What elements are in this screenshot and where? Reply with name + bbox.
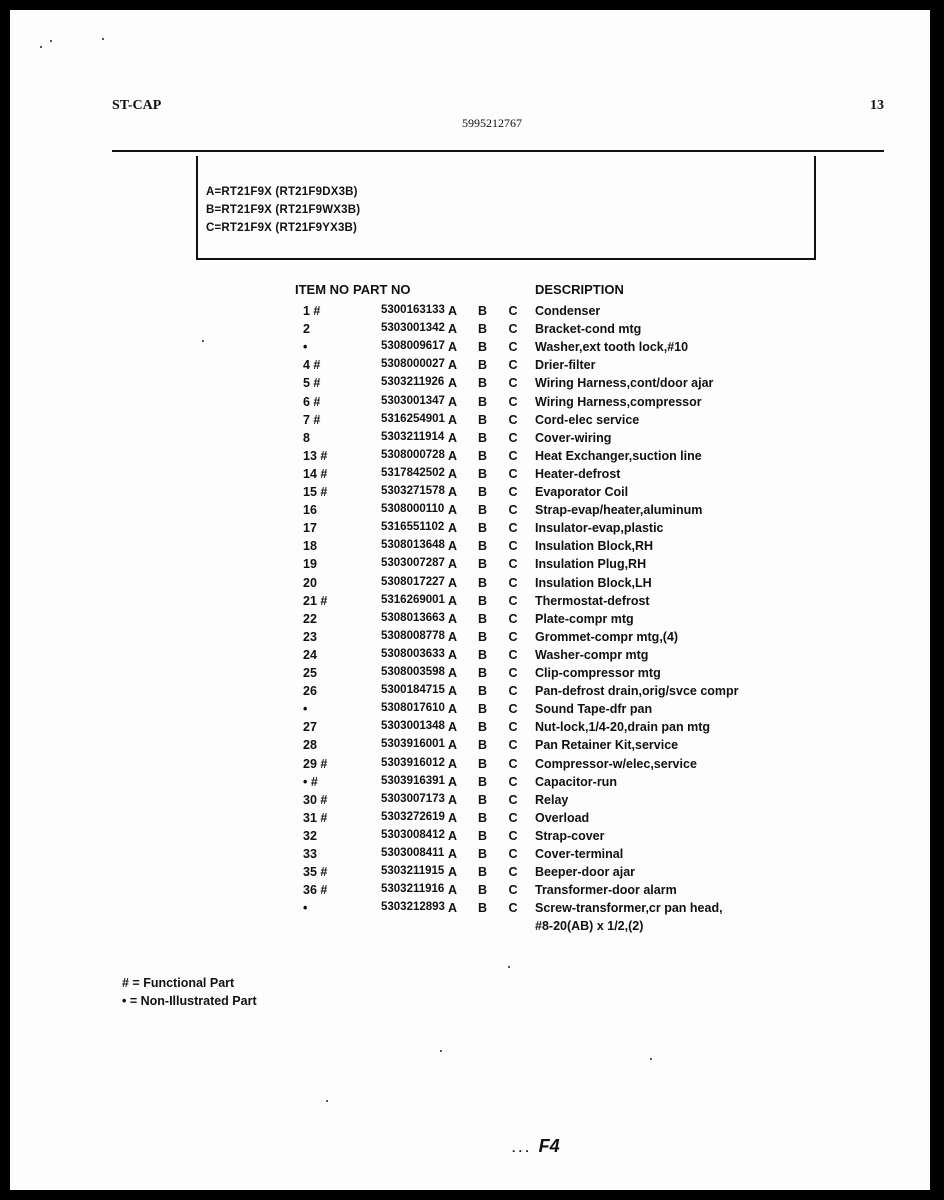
part-description: Sound Tape-dfr pan — [535, 702, 653, 717]
part-description: Bracket-cond mtg — [535, 322, 642, 337]
header-rule — [112, 150, 884, 152]
part-number: 5308000728 — [381, 448, 445, 461]
part-description: Cord-elec service — [535, 412, 640, 427]
footer-label — [512, 1136, 560, 1157]
part-description: Beeper-door ajar — [535, 865, 636, 880]
part-description: Drier-filter — [535, 358, 596, 373]
part-description: Washer,ext tooth lock,#10 — [535, 340, 689, 355]
item-number: 16 — [303, 503, 317, 518]
part-number: 5308003598 — [381, 666, 445, 678]
part-number: 5303212893 — [381, 901, 445, 914]
item-number: 8 — [303, 430, 310, 445]
part-number: 5303008412 — [381, 828, 445, 841]
part-number: 5303211916 — [381, 883, 445, 896]
item-number: 26 — [303, 684, 317, 699]
description-continuation: #8-20(AB) x 1/2,(2) — [535, 919, 644, 934]
part-description: Pan Retainer Kit,service — [535, 738, 679, 753]
model-applicability: A B C — [448, 412, 527, 427]
model-applicability: A B C — [448, 593, 527, 608]
document-page — [10, 10, 930, 1190]
model-applicability: A B C — [448, 322, 527, 337]
item-number: 23 — [303, 629, 317, 644]
part-description: Grommet-compr mtg,(4) — [535, 629, 679, 644]
item-number: 27 — [303, 720, 317, 735]
item-number: 21 # — [303, 593, 328, 608]
part-description: Strap-cover — [535, 828, 605, 843]
item-number: 15 # — [303, 485, 328, 499]
part-number: 5316269001 — [381, 593, 445, 606]
part-number: 5303001342 — [381, 322, 445, 335]
part-description: Washer-compr mtg — [535, 647, 649, 662]
part-number: 5303211926 — [381, 376, 445, 389]
part-number: 5303272619 — [381, 810, 445, 823]
scan-speck — [50, 40, 52, 42]
part-number: 5300163133 — [381, 304, 445, 316]
part-description: Heat Exchanger,suction line — [535, 448, 702, 463]
part-number: 5303211914 — [381, 430, 445, 443]
part-number: 5308013663 — [381, 611, 445, 624]
legend-non-illustrated: • = Non-Illustrated Part — [122, 994, 257, 1008]
part-number: 5308000027 — [381, 358, 445, 371]
item-number: 31 # — [303, 810, 328, 825]
part-number: 5303007173 — [381, 792, 445, 805]
part-number: 5303916391 — [381, 774, 445, 787]
item-number: • — [303, 340, 308, 355]
model-applicability: A B C — [448, 738, 527, 753]
part-number: 5303916012 — [381, 756, 445, 769]
item-number: 18 — [303, 539, 317, 554]
footer-page-label: F4 — [538, 1136, 560, 1156]
model-applicability: A B C — [448, 611, 527, 626]
part-description: Insulation Plug,RH — [535, 557, 647, 572]
part-description: Cover-wiring — [535, 430, 612, 445]
part-description: Evaporator Coil — [535, 485, 629, 499]
part-description: Wiring Harness,cont/door ajar — [535, 376, 714, 391]
part-number: 5303211915 — [381, 865, 445, 878]
col-header-item-no: ITEM NO — [295, 282, 350, 297]
model-applicability: A B C — [448, 466, 527, 481]
part-number: 5303008411 — [381, 847, 445, 859]
item-number: 2 — [303, 322, 310, 337]
model-c: C=RT21F9X (RT21F9YX3B) — [206, 222, 358, 234]
model-applicability: A B C — [448, 376, 527, 391]
part-description: Condenser — [535, 304, 601, 318]
item-number: 20 — [303, 575, 317, 590]
part-description: Plate-compr mtg — [535, 611, 634, 626]
part-number: 5303001348 — [381, 720, 445, 733]
item-number: • # — [303, 774, 318, 789]
model-a: A=RT21F9X (RT21F9DX3B) — [206, 186, 358, 198]
part-number: 5308003633 — [381, 647, 445, 660]
model-applicability: A B C — [448, 883, 527, 898]
model-applicability: A B C — [448, 792, 527, 807]
model-applicability: A B C — [448, 340, 527, 355]
item-number: 29 # — [303, 756, 328, 771]
item-number: 33 — [303, 847, 317, 861]
scan-speck — [40, 46, 42, 48]
item-number: 4 # — [303, 358, 321, 373]
model-applicability: A B C — [448, 629, 527, 644]
header-document-number: 5995212767 — [462, 116, 522, 130]
item-number: 6 # — [303, 394, 321, 409]
part-number: 5303916001 — [381, 738, 445, 751]
model-applicability: A B C — [448, 901, 527, 916]
item-number: 22 — [303, 611, 317, 626]
model-applicability: A B C — [448, 430, 527, 445]
part-description: Clip-compressor mtg — [535, 666, 661, 680]
col-header-part-no: PART NO — [353, 282, 411, 297]
part-number: 5308008778 — [381, 629, 445, 642]
item-number: 30 # — [303, 792, 328, 807]
legend-functional: # = Functional Part — [122, 976, 235, 990]
model-applicability: A B C — [448, 647, 527, 662]
part-description: Pan-defrost drain,orig/svce compr — [535, 684, 739, 699]
part-number: 5300184715 — [381, 684, 445, 697]
item-number: 25 — [303, 666, 317, 680]
model-applicability: A B C — [448, 847, 527, 861]
item-number: 28 — [303, 738, 317, 753]
item-number: 32 — [303, 828, 317, 843]
model-applicability: A B C — [448, 756, 527, 771]
model-b: B=RT21F9X (RT21F9WX3B) — [206, 204, 361, 216]
scan-speck — [102, 38, 104, 40]
item-number: 24 — [303, 647, 317, 662]
model-applicability: A B C — [448, 865, 527, 880]
model-applicability: A B C — [448, 684, 527, 699]
item-number: 14 # — [303, 466, 328, 481]
part-number: 5308017610 — [381, 702, 445, 715]
model-applicability: A B C — [448, 702, 527, 717]
model-legend-box — [196, 156, 816, 260]
item-number: 36 # — [303, 883, 328, 898]
part-number: 5316551102 — [381, 521, 445, 534]
header-page-number: 13 — [870, 98, 884, 113]
part-number: 5308009617 — [381, 340, 445, 353]
col-header-description: DESCRIPTION — [535, 282, 624, 297]
part-description: Insulator-evap,plastic — [535, 521, 664, 536]
part-description: Capacitor-run — [535, 774, 617, 789]
part-number: 5308000110 — [381, 503, 445, 516]
part-description: Insulation Block,RH — [535, 539, 654, 554]
scan-speck — [650, 1058, 652, 1060]
part-number: 5303271578 — [381, 485, 445, 497]
part-number: 5308017227 — [381, 575, 445, 588]
part-description: Transformer-door alarm — [535, 883, 677, 898]
scan-speck — [440, 1050, 442, 1052]
item-number: 13 # — [303, 448, 328, 463]
item-number: 1 # — [303, 304, 321, 318]
part-description: Cover-terminal — [535, 847, 624, 861]
item-number: 35 # — [303, 865, 328, 880]
part-description: Nut-lock,1/4-20,drain pan mtg — [535, 720, 711, 735]
part-number: 5316254901 — [381, 412, 445, 425]
part-description: Screw-transformer,cr pan head, — [535, 901, 723, 916]
part-number: 5303001347 — [381, 394, 445, 407]
item-number: • — [303, 901, 308, 916]
item-number: 5 # — [303, 376, 321, 391]
header-brand: ST-CAP — [112, 98, 162, 113]
model-applicability: A B C — [448, 557, 527, 572]
item-number: 17 — [303, 521, 317, 536]
part-number: 5303007287 — [381, 557, 445, 570]
model-applicability: A B C — [448, 720, 527, 735]
model-applicability: A B C — [448, 575, 527, 590]
part-description: Overload — [535, 810, 590, 825]
part-description: Strap-evap/heater,aluminum — [535, 503, 703, 518]
scan-speck — [202, 340, 204, 342]
model-applicability: A B C — [448, 503, 527, 518]
item-number: • — [303, 702, 308, 717]
model-applicability: A B C — [448, 810, 527, 825]
model-applicability: A B C — [448, 448, 527, 463]
footer-dots: . . . — [512, 1141, 529, 1155]
scan-speck — [508, 966, 510, 968]
part-description: Compressor-w/elec,service — [535, 756, 697, 771]
part-description: Wiring Harness,compressor — [535, 394, 702, 409]
item-number: 7 # — [303, 412, 321, 427]
part-description: Heater-defrost — [535, 466, 621, 481]
item-number: 19 — [303, 557, 317, 572]
model-applicability: A B C — [448, 304, 527, 318]
model-applicability: A B C — [448, 485, 527, 499]
model-applicability: A B C — [448, 774, 527, 789]
model-applicability: A B C — [448, 521, 527, 536]
part-number: 5308013648 — [381, 539, 445, 552]
model-applicability: A B C — [448, 828, 527, 843]
scan-speck — [326, 1100, 328, 1102]
model-applicability: A B C — [448, 358, 527, 373]
model-applicability: A B C — [448, 394, 527, 409]
part-description: Thermostat-defrost — [535, 593, 650, 608]
part-description: Relay — [535, 792, 569, 807]
model-applicability: A B C — [448, 539, 527, 554]
part-number: 5317842502 — [381, 466, 445, 479]
model-applicability: A B C — [448, 666, 527, 680]
part-description: Insulation Block,LH — [535, 575, 652, 590]
